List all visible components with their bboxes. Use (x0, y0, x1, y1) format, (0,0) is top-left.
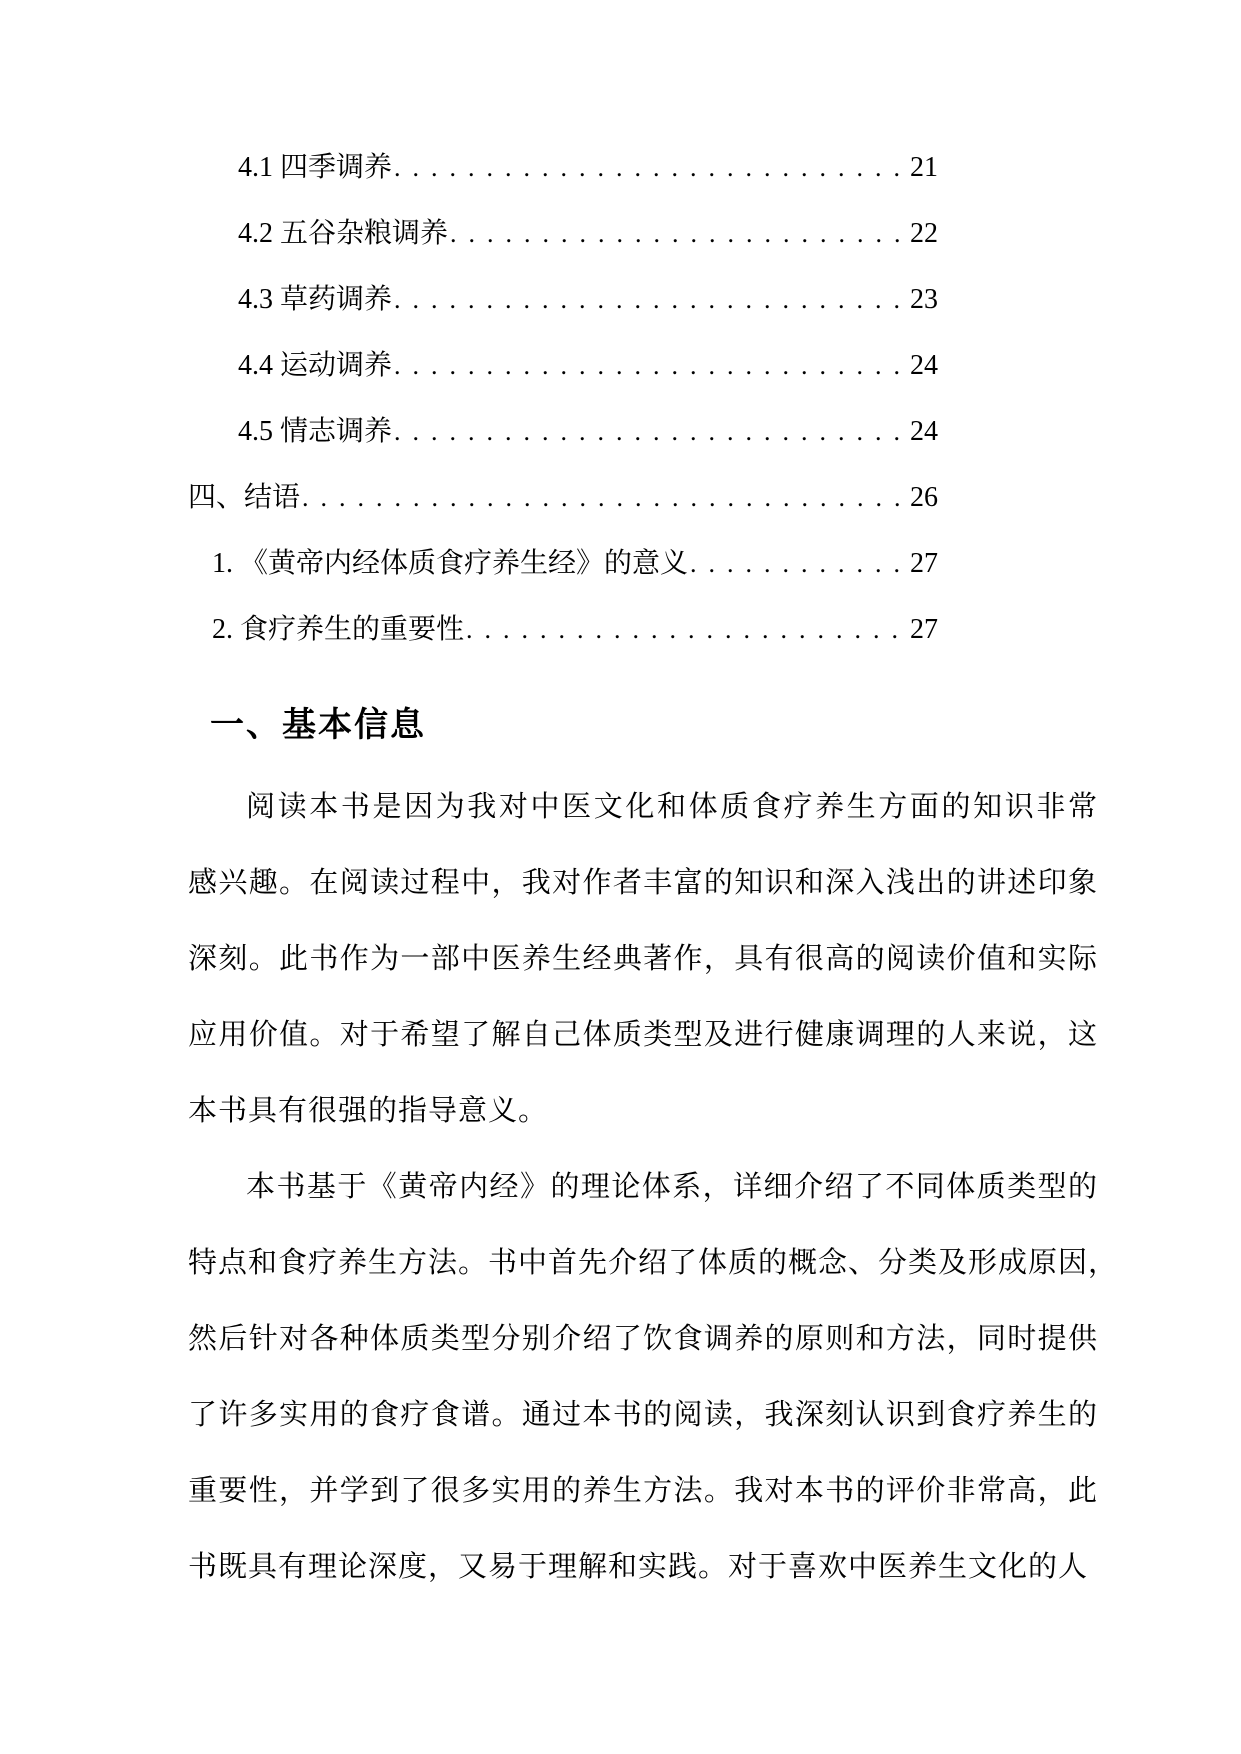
toc-entry[interactable] (188, 531, 938, 597)
toc-dot-leader (450, 201, 908, 267)
toc-entry-label: 4.1 四季调养 (238, 152, 393, 183)
body-line: 特点和食疗养生方法。书中首先介绍了体质的概念、分类及形成原因， (188, 1247, 1119, 1279)
toc-entry[interactable] (188, 135, 938, 201)
toc-dot-leader (394, 267, 908, 333)
body-line: 应用价值。对于希望了解自己体质类型及进行健康调理的人来说，这 (188, 1019, 1098, 1051)
paragraph (188, 769, 1098, 1149)
toc-entry-label: 4.3 草药调养 (238, 284, 393, 315)
paragraph (188, 1149, 1119, 1605)
document-body (188, 769, 1119, 1605)
toc-entry[interactable] (188, 597, 938, 663)
toc-entry[interactable] (188, 465, 938, 531)
toc-entry[interactable] (188, 399, 938, 465)
toc-page-number: 27 (910, 614, 938, 645)
body-line: 然后针对各种体质类型分别介绍了饮食调养的原则和方法，同时提供 (188, 1323, 1098, 1355)
toc-page-number: 23 (910, 284, 938, 315)
toc-entry-label: 四、结语 (188, 482, 301, 513)
toc-entry-label: 2. 食疗养生的重要性 (212, 614, 465, 645)
toc-dot-leader (690, 531, 908, 597)
section-heading: 一、基本信息 (210, 706, 426, 744)
body-line: 重要性，并学到了很多实用的养生方法。我对本书的评价非常高，此 (188, 1475, 1098, 1507)
toc-dot-leader (394, 399, 908, 465)
body-line: 阅读本书是因为我对中医文化和体质食疗养生方面的知识非常 (246, 791, 1098, 823)
toc-page-number: 22 (910, 218, 938, 249)
toc-entry[interactable] (188, 267, 938, 333)
toc-page-number: 27 (910, 548, 938, 579)
toc-entry[interactable] (188, 333, 938, 399)
toc-entry-label: 4.2 五谷杂粮调养 (238, 218, 449, 249)
toc-dot-leader (394, 333, 908, 399)
body-line: 感兴趣。在阅读过程中，我对作者丰富的知识和深入浅出的讲述印象 (188, 867, 1098, 899)
toc-entry-label: 1. 《黄帝内经体质食疗养生经》的意义 (212, 548, 689, 579)
toc-dot-leader (466, 597, 908, 663)
body-line: 了许多实用的食疗食谱。通过本书的阅读，我深刻认识到食疗养生的 (188, 1399, 1098, 1431)
toc-dot-leader (394, 135, 908, 201)
body-line: 本书基于《黄帝内经》的理论体系，详细介绍了不同体质类型的 (246, 1171, 1098, 1203)
toc-dot-leader (302, 465, 908, 531)
toc-entry-label: 4.4 运动调养 (238, 350, 393, 381)
body-line: 深刻。此书作为一部中医养生经典著作，具有很高的阅读价值和实际 (188, 943, 1098, 975)
body-line: 本书具有很强的指导意义。 (188, 1095, 549, 1127)
toc-entry[interactable] (188, 201, 938, 267)
toc-page-number: 24 (910, 416, 938, 447)
toc-page-number: 21 (910, 152, 938, 183)
toc-entry-label: 4.5 情志调养 (238, 416, 393, 447)
body-line: 书既具有理论深度，又易于理解和实践。对于喜欢中医养生文化的人 (188, 1551, 1089, 1583)
toc-page-number: 24 (910, 350, 938, 381)
table-of-contents (188, 135, 938, 663)
toc-page-number: 26 (910, 482, 938, 513)
